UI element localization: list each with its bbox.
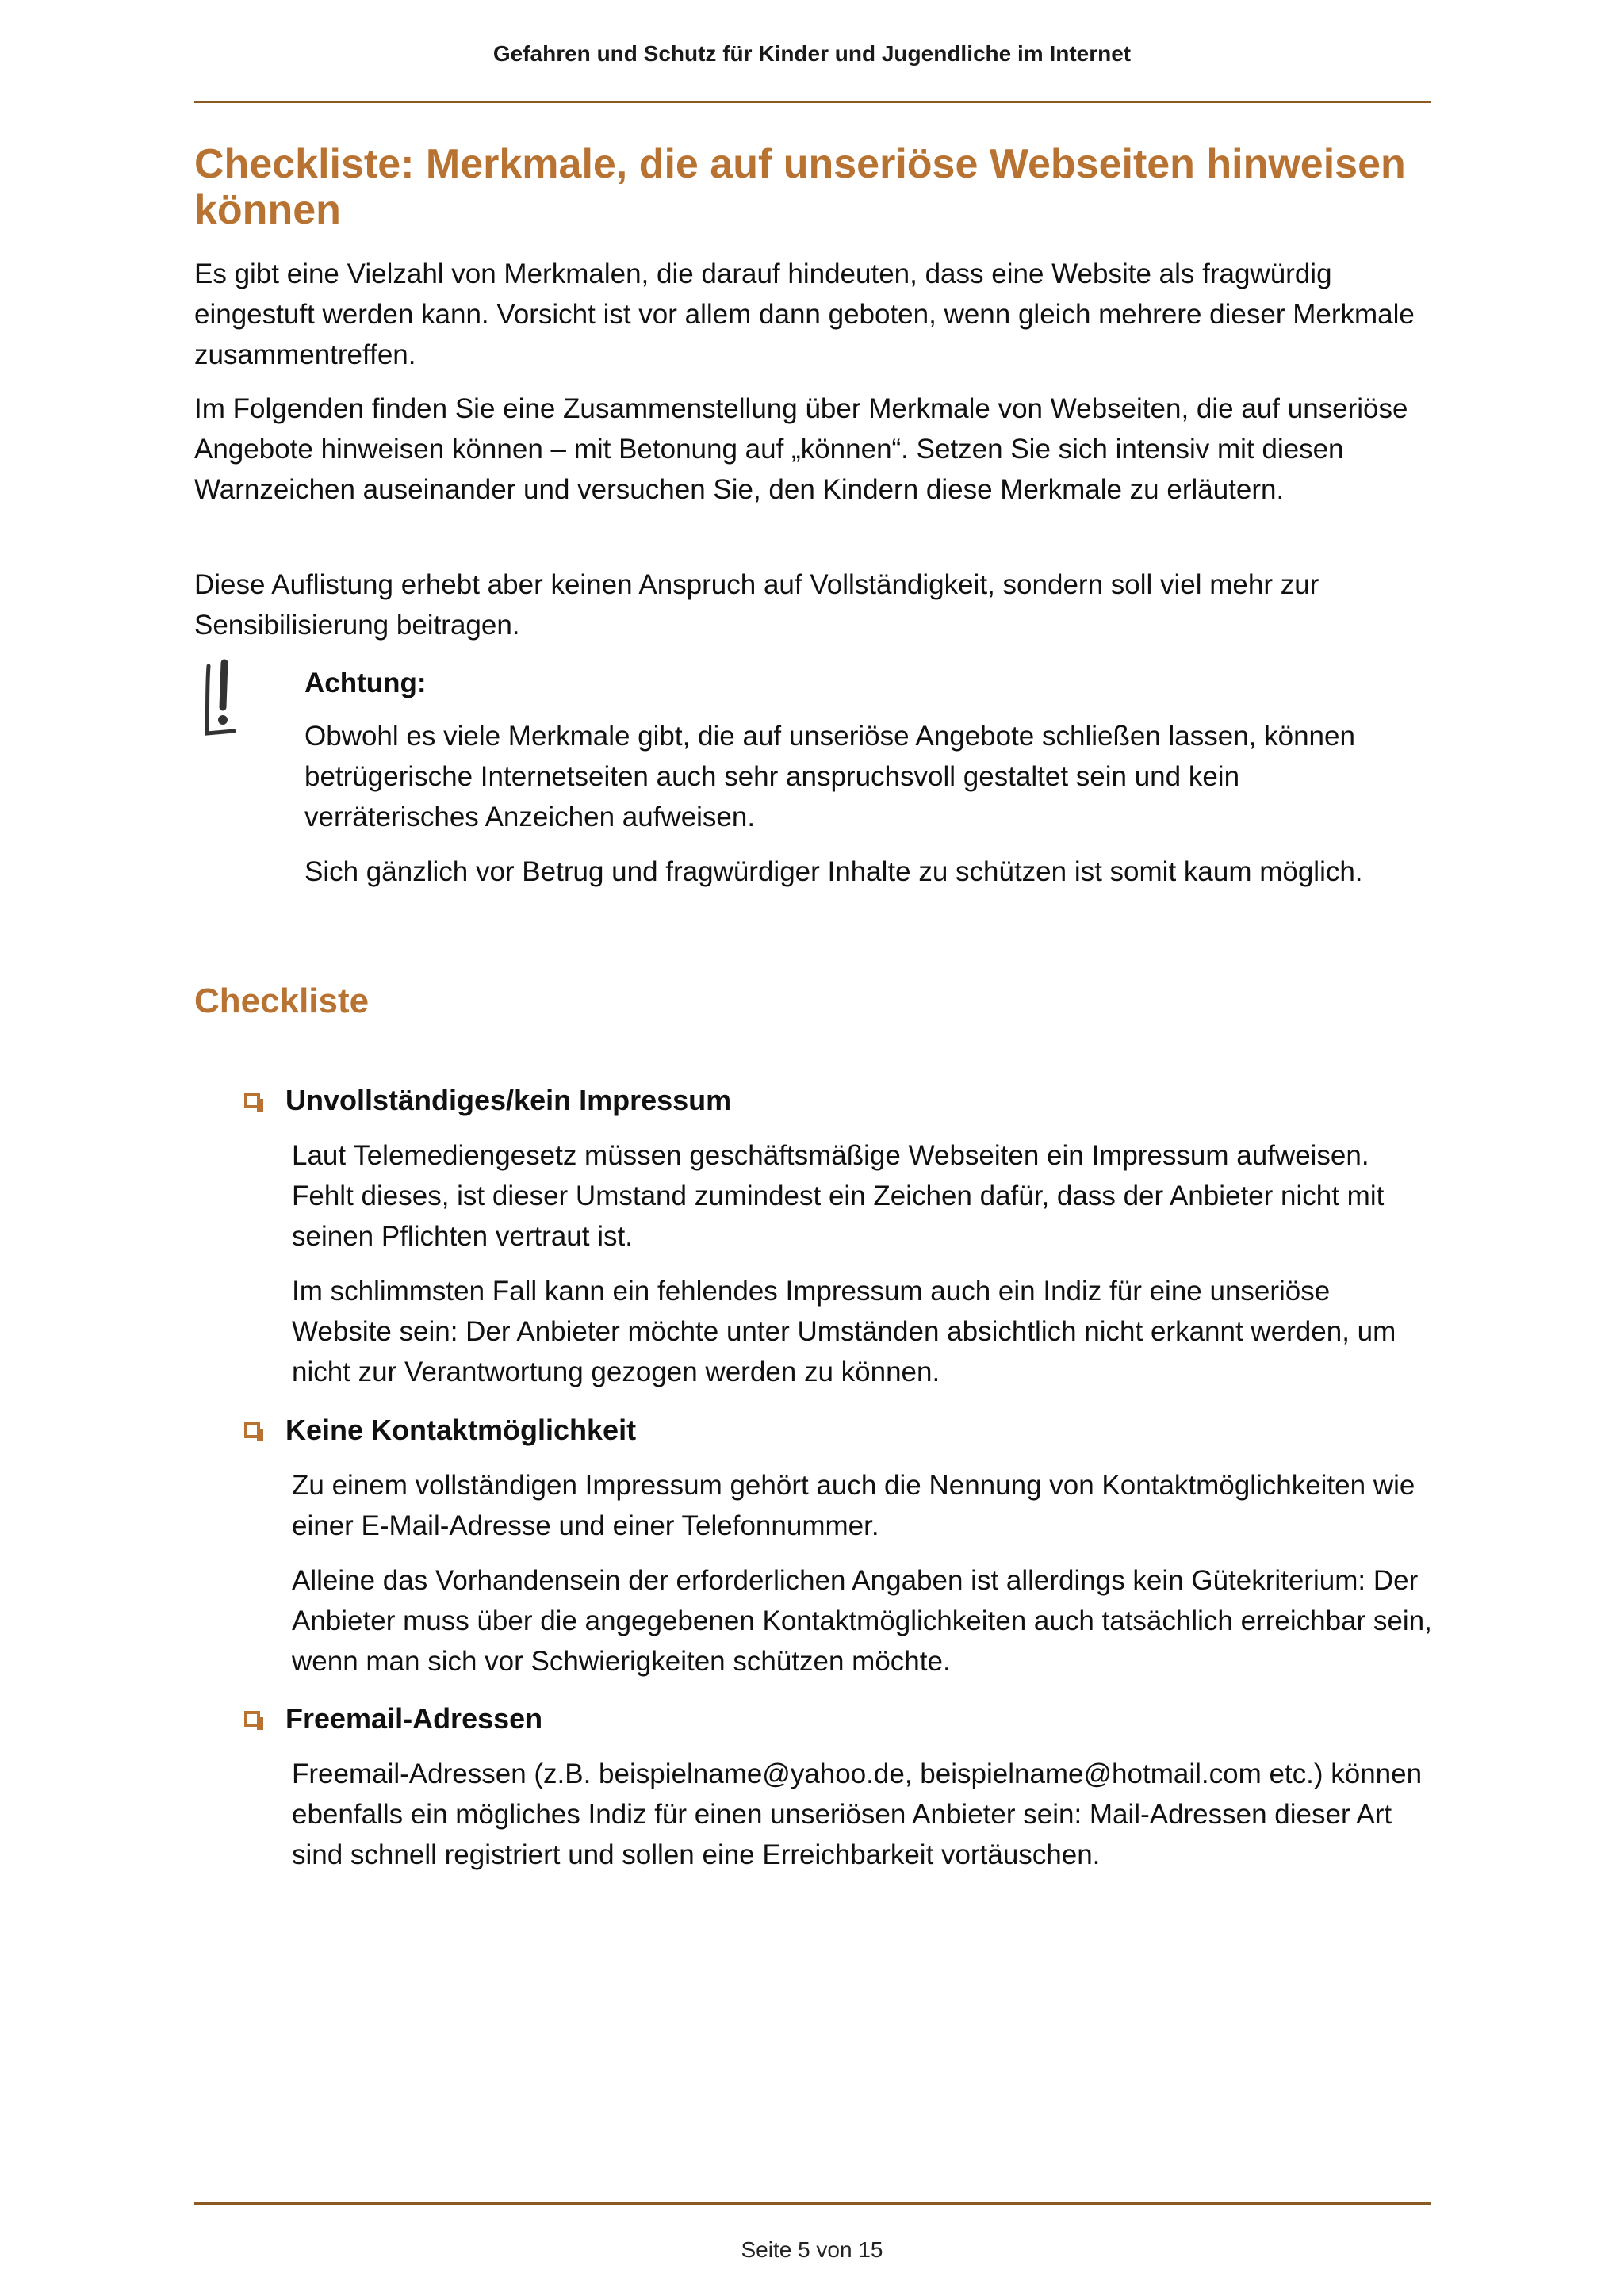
checklist-item-text: Zu einem vollständigen Impressum gehört auch die Nennung von Kontaktmöglichkeiten wie einer E-Mail-Adresse und einer Telefonnummer. [292,1470,1415,1541]
checklist-item [244,1698,1434,1889]
page-title: Checkliste: Merkmale, die auf unseriöse Webseiten hinweisen können [194,141,1406,233]
running-header: Gefahren und Schutz für Kinder und Jugendliche im Internet [492,41,1132,66]
notice-title: Achtung: [304,668,427,698]
header-divider [194,101,1431,103]
checkbox-icon[interactable] [244,1711,260,1727]
notice-paragraph: Obwohl es viele Merkmale gibt, die auf unseriöse Angebote schließen lassen, können betrügerische Internetseiten auch sehr anspruchsvoll gestaltet sein und kein verräterisches Anzeichen aufweisen. [304,721,1355,832]
page-number: Seite 5 von 15 [741,2237,883,2262]
checklist-item [244,1410,1434,1696]
intro-paragraph: Diese Auflistung erhebt aber keinen Anspruch auf Vollständigkeit, sondern soll viel mehr zur Sensibilisierung beitragen. [194,569,1320,641]
notice-paragraph: Sich gänzlich vor Betrug und fragwürdiger Inhalte zu schützen ist somit kaum möglich. [304,856,1363,887]
checklist-item [244,1080,1434,1406]
checklist-title: Checkliste [194,982,370,1020]
footer-divider [194,2202,1431,2205]
checkbox-icon[interactable] [244,1093,260,1108]
exclamation-icon [194,658,250,745]
checkbox-icon[interactable] [244,1422,260,1438]
checklist-item-text: Laut Telemediengesetz müssen geschäftsmäßige Webseiten ein Impressum aufweisen. Fehlt dieses, ist dieser Umstand zumindest ein Zeichen dafür, dass der Anbieter nicht mit seinen Pflichten vertraut ist. [292,1140,1385,1252]
warning-notice [304,663,1399,906]
checklist-item-text: Im schlimmsten Fall kann ein fehlendes Impressum auch ein Indiz für eine unseriöse Website sein: Der Anbieter möchte unter Umständen absichtlich nicht erkannt werden, um nicht zur Verantwortung gezogen werden zu können. [292,1276,1396,1387]
intro-paragraph: Es gibt eine Vielzahl von Merkmalen, die darauf hindeuten, dass eine Website als fragwürdig eingestuft werden kann. Vorsicht ist vor allem dann geboten, wenn gleich mehrere dieser Merkmale zusammentreffen. [194,258,1415,370]
checklist-item-text: Freemail-Adressen (z.B. beispielname@yahoo.de, beispielname@hotmail.com etc.) können ebenfalls ein mögliches Indiz für einen unseriösen Anbieter sein: Mail-Adressen dieser Art sind schnell registriert und sollen eine Erreichbarkeit vortäuschen. [292,1758,1423,1870]
checklist-item-title: Keine Kontaktmöglichkeit [285,1414,637,1446]
intro-paragraph: Im Folgenden finden Sie eine Zusammenstellung über Merkmale von Webseiten, die auf unseriöse Angebote hinweisen können – mit Betonung auf „können“. Setzen Sie sich intensiv mit diesen Warnzeichen auseinander und versuchen Sie, den Kindern diese Merkmale zu erläutern. [194,393,1408,505]
checklist-item-title: Unvollständiges/kein Impressum [285,1084,732,1116]
checklist-item-text: Alleine das Vorhandensein der erforderlichen Angaben ist allerdings kein Gütekriterium: Der Anbieter muss über die angegebenen Kontaktmöglichkeiten auch tatsächlich erreichbar sein, wenn man sich vor Schwierigkeiten schützen möchte. [292,1565,1432,1677]
checklist-item-title: Freemail-Adressen [285,1702,543,1735]
